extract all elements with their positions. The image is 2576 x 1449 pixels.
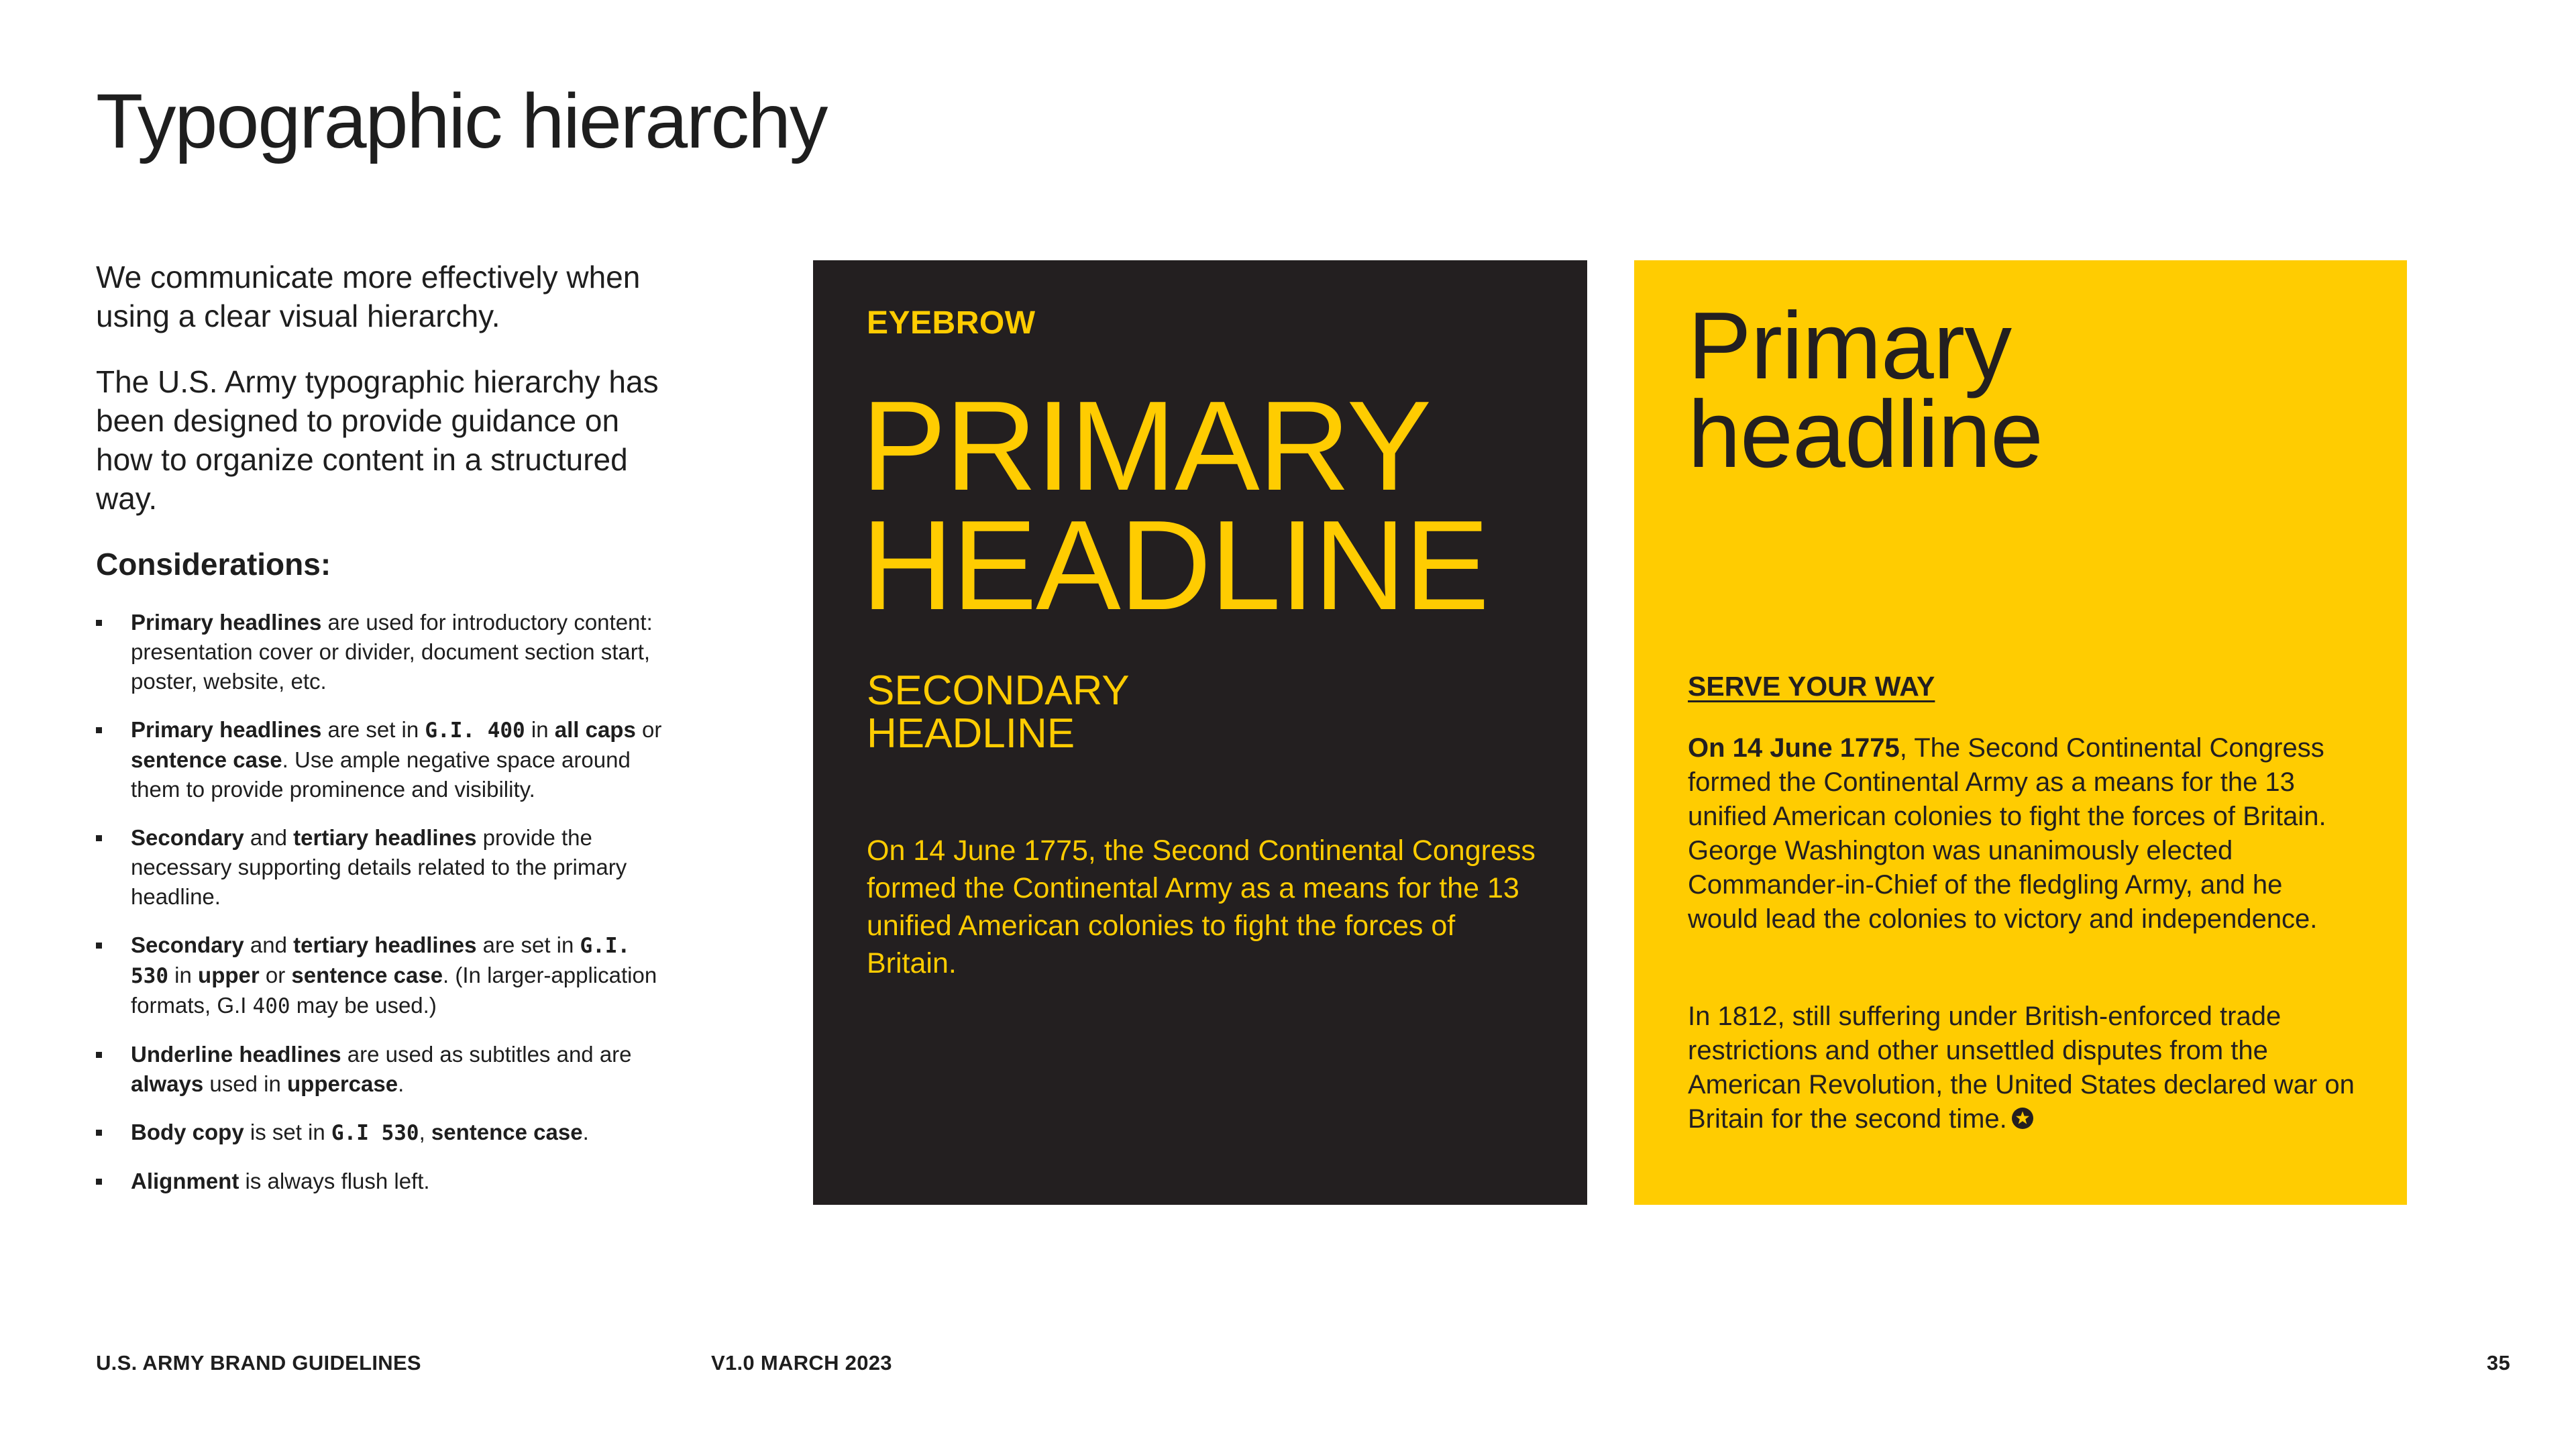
list-item <box>96 1118 673 1148</box>
considerations-heading: Considerations: <box>96 547 331 582</box>
star-in-circle-icon <box>2011 1107 2034 1130</box>
dark-panel-body-copy: On 14 June 1775, the Second Continental Congress formed the Continental Army as a means for the 13 unified American colonies to fight the forces of Britain. <box>867 835 1536 979</box>
list-item-bold: sentence case <box>291 963 443 987</box>
page-title: Typographic hierarchy <box>96 78 827 164</box>
font-name: G.I 530 <box>331 1121 419 1145</box>
list-item-bold: Body copy <box>131 1120 244 1144</box>
list-item-text: and <box>244 825 294 850</box>
list-item-bold: Underline headlines <box>131 1042 341 1067</box>
list-item-bold: Primary headlines <box>131 717 322 742</box>
font-name: G.I. 400 <box>425 718 525 743</box>
footer-page-number: 35 <box>2486 1351 2510 1375</box>
secondary-headline-line-2: HEADLINE <box>867 710 1075 757</box>
intro-paragraph-1: We communicate more effectively when using a clear visual hierarchy. <box>96 260 641 333</box>
list-item-bold: Secondary <box>131 825 244 850</box>
list-item <box>96 715 673 804</box>
list-item-bold: tertiary headlines <box>293 825 477 850</box>
yellow-panel-body-copy-2 <box>1688 1000 2359 1136</box>
list-item-text: and <box>244 932 294 957</box>
list-item <box>96 1167 673 1196</box>
intro-paragraph-2: The U.S. Army typographic hierarchy has been designed to provide guidance on how to organize content in a structured way. <box>96 364 659 516</box>
eyebrow-text: EYEBROW <box>867 305 1036 341</box>
primary-headline-sentence-case <box>1688 292 2043 488</box>
primary-headline-line-1: PRIMARY <box>861 375 1431 517</box>
list-item-bold: Primary headlines <box>131 610 322 635</box>
list-item-bold: upper <box>198 963 260 987</box>
list-item <box>96 608 673 696</box>
list-item <box>96 930 673 1021</box>
list-item-bold: sentence case <box>131 747 282 772</box>
list-item-bold: tertiary headlines <box>293 932 477 957</box>
list-item-text: is set in <box>244 1120 331 1144</box>
list-item-text: or <box>635 717 662 742</box>
underline-headline: SERVE YOUR WAY <box>1688 671 1935 702</box>
yellow-panel-body-copy-1 <box>1688 731 2359 936</box>
footer-brand-guidelines: U.S. ARMY BRAND GUIDELINES <box>96 1351 421 1375</box>
list-item-text: are set in <box>321 717 425 742</box>
considerations-list <box>96 608 673 1196</box>
list-item-text: . Use ample negative space around them to provide prominence and visibility. <box>131 747 631 802</box>
list-item-text: used in <box>203 1071 287 1096</box>
list-item-text: . <box>582 1120 589 1144</box>
list-item-text: are used as subtitles and are <box>341 1042 632 1067</box>
primary-headline-caps <box>861 375 1489 637</box>
list-item <box>96 823 673 912</box>
footer-version: V1.0 MARCH 2023 <box>711 1351 892 1375</box>
primary-headline-line-1: Primary <box>1688 292 2012 399</box>
list-item-text: in <box>525 717 555 742</box>
list-item-text: in <box>168 963 199 987</box>
primary-headline-line-2: headline <box>1688 381 2043 488</box>
list-item-text: are used for introductory content: presentation cover or divider, document section start, poster, website, etc. <box>131 610 653 694</box>
list-item-text: provide the necessary supporting details related to the primary headline. <box>131 825 627 909</box>
list-item-bold: all caps <box>554 717 636 742</box>
list-item-bold: always <box>131 1071 204 1096</box>
list-item-bold: Alignment <box>131 1169 239 1193</box>
secondary-headline <box>867 669 1130 755</box>
list-item-bold: uppercase <box>287 1071 398 1096</box>
list-item-text: is always flush left. <box>239 1169 430 1193</box>
body-copy-bold-date: On 14 June 1775 <box>1688 733 1900 763</box>
font-name: G.I. 530 <box>131 934 631 988</box>
list-item-bold: sentence case <box>431 1120 583 1144</box>
list-item-text: . <box>398 1071 405 1096</box>
list-item-text: are set in <box>476 932 580 957</box>
list-item-text: , <box>419 1120 431 1144</box>
intro-column <box>96 258 673 1215</box>
list-item-bold: Secondary <box>131 932 244 957</box>
body-copy-text: In 1812, still suffering under British-enforced trade restrictions and other unsettled disputes from the American Revolution, the United States declared war on Britain for the second time. <box>1688 1002 2355 1134</box>
font-weight-number: 400 <box>252 994 290 1018</box>
body-copy-text: , The Second Continental Congress formed the Continental Army as a means for the 13 unified American colonies to fight the forces of Britain. George Washington was unanimously elected Commander-in-Chief of the fledgling Army, and he would lead the colonies to victory and independence. <box>1688 733 2326 934</box>
yellow-example-panel <box>1634 260 2407 1205</box>
list-item <box>96 1040 673 1099</box>
list-item-text: may be used.) <box>290 993 437 1018</box>
primary-headline-line-2: HEADLINE <box>861 494 1489 637</box>
dark-example-panel <box>813 260 1587 1205</box>
list-item-text: or <box>259 963 292 987</box>
secondary-headline-line-1: SECONDARY <box>867 667 1130 714</box>
list-item-text: . (In larger-application formats, G.I <box>131 963 657 1018</box>
